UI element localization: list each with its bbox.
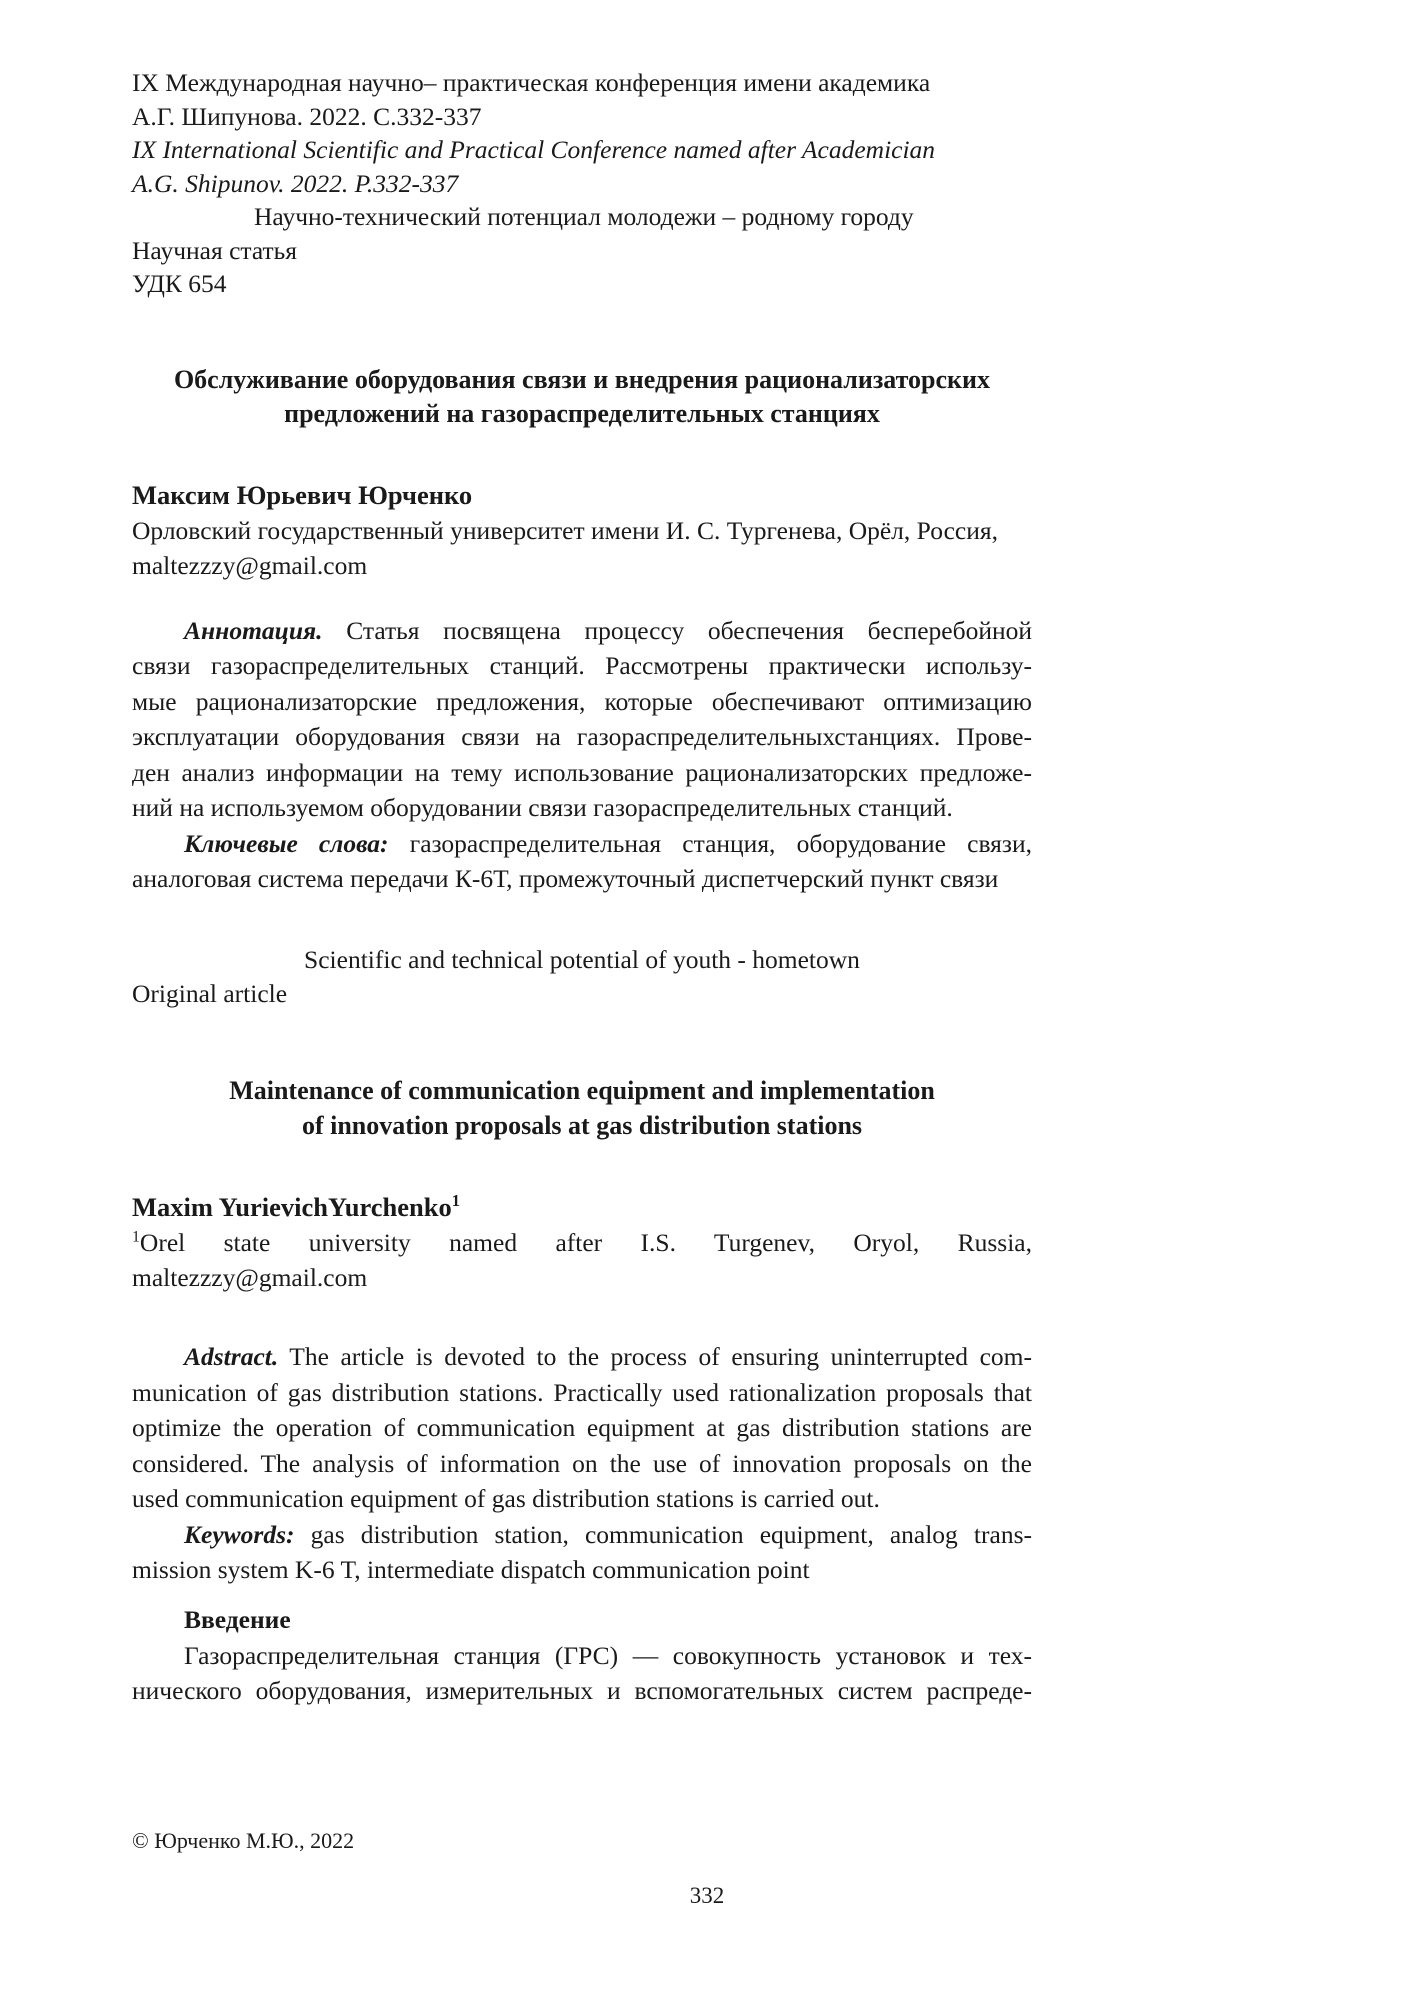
spacer: [132, 431, 1032, 477]
abstract-en-line-5: used communication equipment of gas distribution stations is carried out.: [132, 1484, 880, 1513]
article-type-en: Original article: [132, 978, 288, 1008]
author-block-en: [132, 1189, 1032, 1296]
abstract-ru-line-5: ден анализ информации на тему использование рационализаторских предложе-: [132, 757, 1032, 787]
journal-header: [132, 66, 1032, 301]
keywords-ru-line-1: газораспределительная станция, оборудование связи,: [409, 828, 1032, 858]
keywords-ru-line-2: аналоговая система передачи К-6Т, промежуточный диспетчерский пункт связи: [132, 864, 999, 893]
keywords-en: [132, 1517, 1032, 1588]
keywords-en-line-1: gas distribution station, communication equipment, analog trans-: [310, 1519, 1032, 1549]
author-name-en: [132, 1189, 1032, 1225]
conference-en-line-1: IX International Scientific and Practical Conference named after Academician: [132, 135, 936, 164]
abstract-ru-line-2: связи газораспределительных станций. Рассмотрены практически использу-: [132, 651, 1032, 680]
spacer: [132, 1588, 1032, 1602]
abstract-label-en: Adstract.: [184, 1342, 279, 1371]
abstract-en-line-4: considered. The analysis of information on the use of innovation proposals on the: [132, 1448, 1032, 1478]
running-head-ru: Научно-технический потенциал молодежи – родному городу: [254, 202, 914, 231]
spacer: [132, 301, 1032, 363]
author-email-ru: maltezzzy@gmail.com: [132, 550, 368, 580]
title-ru-line-1: Обслуживание оборудования связи и внедрения рационализаторских: [173, 364, 991, 394]
page-number: 332: [689, 1883, 725, 1908]
abstract-en-line-2: munication of gas distribution stations. Practically used rationalization proposals that: [132, 1377, 1032, 1407]
title-ru: [132, 363, 1032, 431]
title-ru-line-2: предложений на газораспределительных станциях: [284, 398, 880, 428]
spacer: [132, 1143, 1032, 1189]
author-name-ru: Максим Юрьевич Юрченко: [132, 479, 473, 510]
conference-ru-line-1: IX Международная научно– практическая конференция имени академика: [132, 68, 931, 97]
author-block-ru: [132, 477, 1032, 583]
author-name-en-text: Maxim YurievichYurchenko: [132, 1191, 452, 1222]
abstract-en: [132, 1339, 1032, 1517]
spacer: [132, 1325, 1032, 1339]
affiliation-en: [132, 1225, 1032, 1261]
abstract-ru: [132, 613, 1032, 826]
affiliation-en-text: Orel state university named after I.S. Turgenev, Oryol, Russia,: [139, 1227, 1032, 1257]
abstract-en-line-1: The article is devoted to the process of ensuring uninterrupted com-: [289, 1342, 1032, 1371]
abstract-ru-line-4: эксплуатации оборудования связи на газораспределительныхстанциях. Прове-: [132, 722, 1032, 751]
spacer: [132, 897, 1032, 943]
author-affiliation-marker: 1: [451, 1190, 460, 1210]
section-heading-introduction: Введение: [184, 1604, 291, 1634]
udc-code: УДК 654: [132, 269, 227, 298]
abstract-ru-line-1: Статья посвящена процессу обеспечения бесперебойной: [346, 615, 1033, 645]
title-en-line-1: Maintenance of communication equipment and implementation: [229, 1075, 935, 1105]
abstract-label-ru: Аннотация.: [184, 615, 323, 645]
conference-en-line-2: A.G. Shipunov. 2022. P.332-337: [132, 168, 459, 198]
introduction-paragraph: [132, 1638, 1032, 1709]
keywords-label-en: Keywords:: [184, 1519, 295, 1549]
conference-ru-line-2: А.Г. Шипунова. 2022. С.332-337: [132, 101, 482, 131]
keywords-en-line-2: mission system K-6 T, intermediate dispatch communication point: [132, 1555, 810, 1584]
intro-line-2: нического оборудования, измерительных и вспомогательных систем распреде-: [132, 1676, 1032, 1705]
affiliation-ru: Орловский государственный университет имени И. С. Тургенева, Орёл, Россия,: [132, 515, 998, 545]
spacer: [132, 1295, 1032, 1325]
title-en: [132, 1073, 1032, 1143]
page-content: [132, 66, 1032, 1709]
keywords-ru: [132, 826, 1032, 897]
abstract-ru-line-3: мые рационализаторские предложения, которые обеспечивают оптимизацию: [132, 686, 1032, 716]
copyright-notice: © Юрченко М.Ю., 2022: [132, 1828, 355, 1853]
abstract-ru-line-6: ний на используемом оборудовании связи газораспределительных станций.: [132, 793, 953, 822]
affiliation-marker: 1: [132, 1228, 140, 1245]
keywords-label-ru: Ключевые слова:: [184, 828, 389, 858]
author-email-en: maltezzzy@gmail.com: [132, 1263, 368, 1292]
intro-line-1: Газораспределительная станция (ГРС) — совокупность установок и тех-: [184, 1640, 1032, 1670]
title-en-line-2: of innovation proposals at gas distribution stations: [301, 1110, 863, 1140]
spacer: [132, 583, 1032, 613]
article-type-ru: Научная статья: [132, 235, 298, 265]
abstract-en-line-3: optimize the operation of communication equipment at gas distribution stations are: [132, 1413, 1032, 1442]
running-head-en: Scientific and technical potential of youth - hometown: [304, 944, 860, 974]
spacer: [132, 1011, 1032, 1073]
